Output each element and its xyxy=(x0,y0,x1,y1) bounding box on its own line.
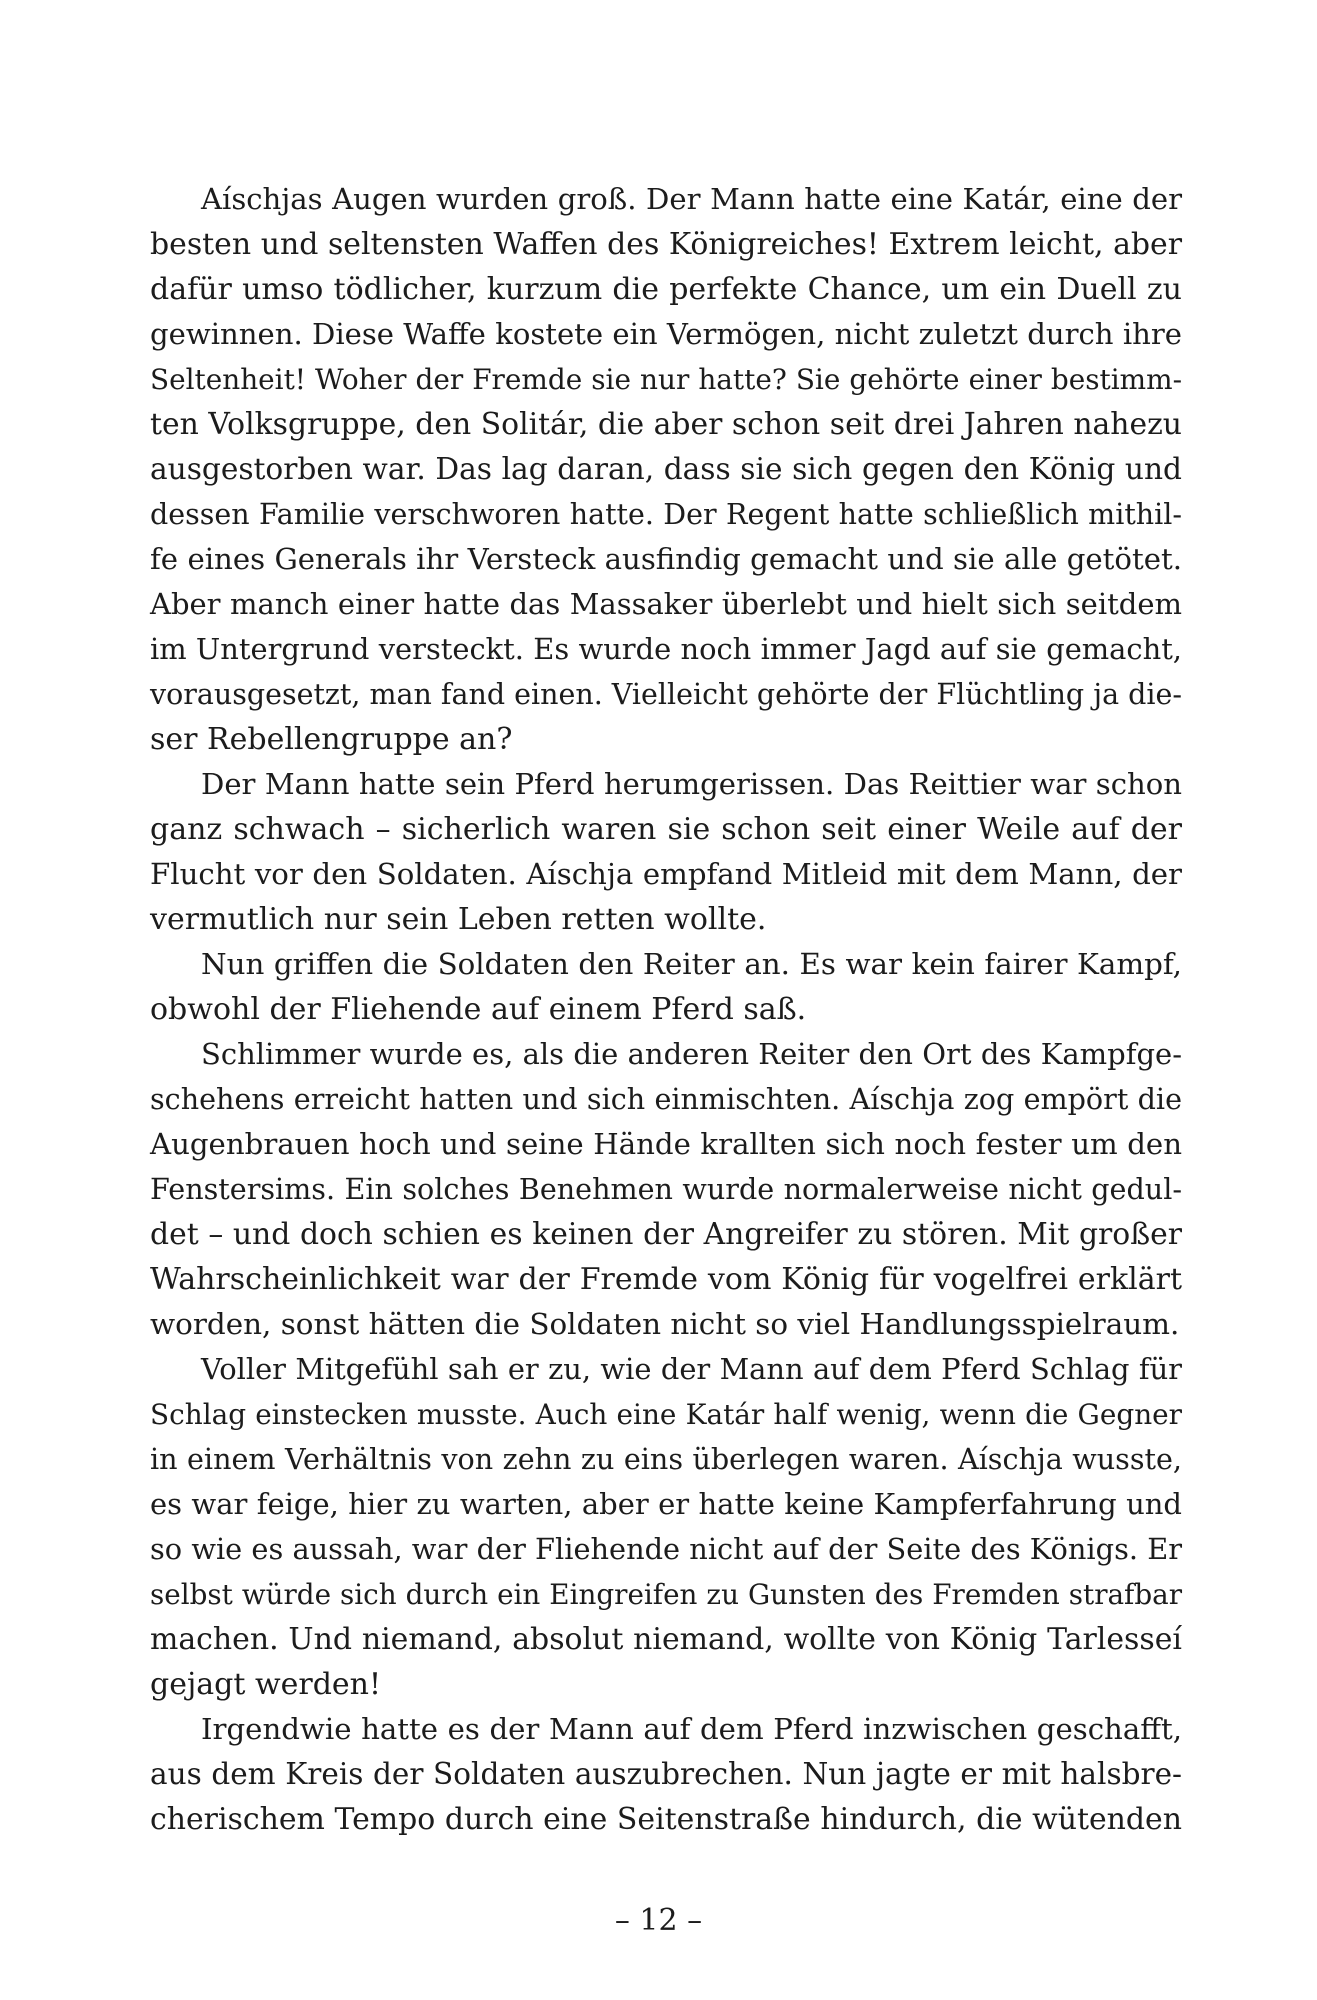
text-line: ser Rebellengruppe an? xyxy=(150,722,513,757)
text-line: Aber manch einer hatte das Massaker überlebt und hielt sich seitdem xyxy=(150,587,1182,621)
text-line: Der Mann hatte sein Pferd herumgerissen. Das Reittier war schon xyxy=(201,767,1182,801)
text-line: so wie es aussah, war der Fliehende nicht auf der Seite des Königs. Er xyxy=(150,1532,1182,1566)
text-line: Fenstersims. Ein solches Benehmen wurde normalerweise nicht gedul- xyxy=(150,1172,1182,1206)
text-line: Irgendwie hatte es der Mann auf dem Pferd inzwischen geschafft, xyxy=(201,1712,1182,1746)
text-line: gejagt werden! xyxy=(150,1667,382,1702)
text-line: Augenbrauen hoch und seine Hände krallten sich noch fester um den xyxy=(150,1127,1182,1161)
text-line: ten Volksgruppe, den Solitár, die aber schon seit drei Jahren nahezu xyxy=(150,407,1182,442)
text-line: gewinnen. Diese Waffe kostete ein Vermögen, nicht zuletzt durch ihre xyxy=(150,317,1182,351)
text-line: aus dem Kreis der Soldaten auszubrechen. Nun jagte er mit halsbre- xyxy=(150,1757,1182,1791)
text-line: cherischem Tempo durch eine Seitenstraße hindurch, die wütenden xyxy=(150,1802,1182,1837)
text-line: ganz schwach – sicherlich waren sie schon seit einer Weile auf der xyxy=(150,812,1182,847)
body-text xyxy=(150,177,1182,1842)
text-line: es war feige, hier zu warten, aber er hatte keine Kampferfahrung und xyxy=(150,1487,1182,1521)
text-line: vermutlich nur sein Leben retten wollte. xyxy=(150,902,767,937)
text-line: Seltenheit! Woher der Fremde sie nur hatte? Sie gehörte einer bestimm- xyxy=(150,363,1182,396)
text-line: Voller Mitgefühl sah er zu, wie der Mann auf dem Pferd Schlag für xyxy=(201,1352,1182,1386)
text-line: machen. Und niemand, absolut niemand, wollte von König Tarlesseí xyxy=(150,1622,1182,1657)
text-line: dessen Familie verschworen hatte. Der Regent hatte schließlich mithil- xyxy=(150,498,1182,531)
text-line: Schlag einstecken musste. Auch eine Katár half wenig, wenn die Gegner xyxy=(150,1398,1182,1431)
page-number: – 12 – xyxy=(614,1903,703,1938)
text-line: schehens erreicht hatten und sich einmischten. Aíschja zog empört die xyxy=(150,1082,1182,1116)
text-line: det – und doch schien es keinen der Angreifer zu stören. Mit großer xyxy=(150,1217,1182,1252)
text-line: Flucht vor den Soldaten. Aíschja empfand Mitleid mit dem Mann, der xyxy=(150,857,1182,891)
text-line: selbst würde sich durch ein Eingreifen zu Gunsten des Fremden strafbar xyxy=(150,1578,1182,1611)
text-line: worden, sonst hätten die Soldaten nicht so viel Handlungsspielraum. xyxy=(150,1307,1180,1341)
text-line: ausgestorben war. Das lag daran, dass sie sich gegen den König und xyxy=(150,452,1182,486)
text-line: Wahrscheinlichkeit war der Fremde vom König für vogelfrei erklärt xyxy=(150,1262,1182,1297)
text-line: im Untergrund versteckt. Es wurde noch immer Jagd auf sie gemacht, xyxy=(150,632,1182,666)
text-line: fe eines Generals ihr Versteck ausfindig gemacht und sie alle getötet. xyxy=(150,542,1182,576)
text-line: in einem Verhältnis von zehn zu eins überlegen waren. Aíschja wusste, xyxy=(150,1442,1182,1476)
text-line: Schlimmer wurde es, als die anderen Reiter den Ort des Kampfge- xyxy=(201,1037,1182,1071)
text-line: obwohl der Fliehende auf einem Pferd saß. xyxy=(150,992,807,1027)
text-line: vorausgesetzt, man fand einen. Vielleicht gehörte der Flüchtling ja die- xyxy=(150,678,1182,711)
text-line: besten und seltensten Waffen des Königreiches! Extrem leicht, aber xyxy=(150,227,1182,262)
text-line: Aíschjas Augen wurden groß. Der Mann hatte eine Katár, eine der xyxy=(201,182,1182,216)
text-line: dafür umso tödlicher, kurzum die perfekte Chance, um ein Duell zu xyxy=(150,272,1182,307)
text-line: Nun griffen die Soldaten den Reiter an. Es war kein fairer Kampf, xyxy=(201,947,1182,981)
